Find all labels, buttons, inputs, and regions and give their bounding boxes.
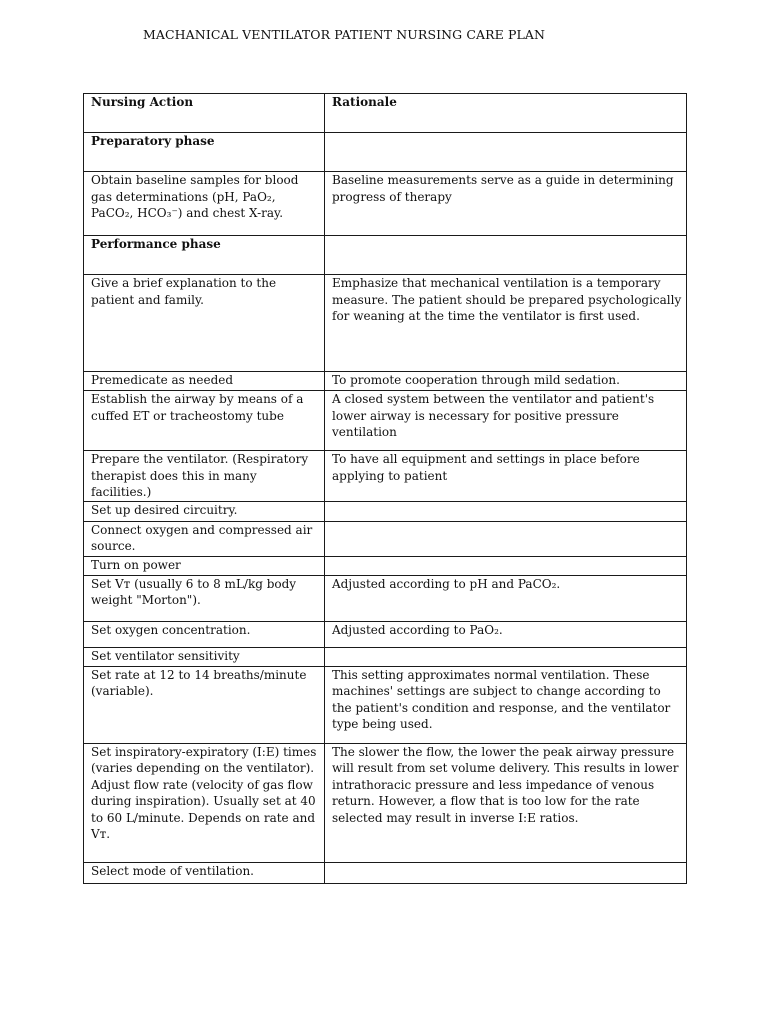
rationale-cell: To have all equipment and settings in place before applying to patient bbox=[325, 451, 687, 502]
document-title: MACHANICAL VENTILATOR PATIENT NURSING CARE PLAN bbox=[142, 27, 546, 42]
rationale-cell bbox=[325, 501, 687, 521]
table-row bbox=[84, 521, 687, 556]
table-row bbox=[84, 172, 687, 236]
table-row bbox=[84, 275, 687, 372]
action-cell: Select mode of ventilation. bbox=[84, 862, 325, 883]
care-plan-table bbox=[83, 93, 687, 884]
header-cell-nursing-action: Nursing Action bbox=[84, 94, 325, 133]
table-row bbox=[84, 743, 687, 862]
action-cell: Set Vᴛ (usually 6 to 8 mL/kg body weight "Morton"). bbox=[84, 575, 325, 621]
rationale-cell: To promote cooperation through mild sedation. bbox=[325, 372, 687, 391]
table-row bbox=[84, 236, 687, 275]
rationale-cell bbox=[325, 647, 687, 666]
rationale-cell bbox=[325, 521, 687, 556]
table-row bbox=[84, 575, 687, 621]
action-cell: Obtain baseline samples for blood gas determinations (pH, PaO₂, PaCO₂, HCO₃⁻) and chest X-ray. bbox=[84, 172, 325, 236]
action-cell: Performance phase bbox=[84, 236, 325, 275]
action-cell: Set oxygen concentration. bbox=[84, 621, 325, 647]
action-cell: Set ventilator sensitivity bbox=[84, 647, 325, 666]
table-row bbox=[84, 647, 687, 666]
action-cell: Establish the airway by means of a cuffed ET or tracheostomy tube bbox=[84, 391, 325, 451]
action-cell: Set inspiratory-expiratory (I:E) times (varies depending on the ventilator). Adjust flow rate (velocity of gas flow during inspiration). Usually set at 40 to 60 L/minute. Depends on rate and Vᴛ. bbox=[84, 743, 325, 862]
action-cell: Connect oxygen and compressed air source. bbox=[84, 521, 325, 556]
rationale-cell bbox=[325, 862, 687, 883]
rationale-cell: Adjusted according to PaO₂. bbox=[325, 621, 687, 647]
rationale-cell: Baseline measurements serve as a guide in determining progress of therapy bbox=[325, 172, 687, 236]
rationale-cell bbox=[325, 556, 687, 575]
rationale-cell: This setting approximates normal ventilation. These machines' settings are subject to change according to the patient's condition and response, and the ventilator type being used. bbox=[325, 666, 687, 743]
action-cell: Set rate at 12 to 14 breaths/minute (variable). bbox=[84, 666, 325, 743]
table-row bbox=[84, 133, 687, 172]
action-cell: Premedicate as needed bbox=[84, 372, 325, 391]
table-row bbox=[84, 621, 687, 647]
rationale-cell: Adjusted according to pH and PaCO₂. bbox=[325, 575, 687, 621]
action-cell: Set up desired circuitry. bbox=[84, 501, 325, 521]
action-cell: Prepare the ventilator. (Respiratory therapist does this in many facilities.) bbox=[84, 451, 325, 502]
table-row bbox=[84, 556, 687, 575]
table-header-row bbox=[84, 94, 687, 133]
action-cell: Preparatory phase bbox=[84, 133, 325, 172]
rationale-cell bbox=[325, 236, 687, 275]
rationale-cell: Emphasize that mechanical ventilation is a temporary measure. The patient should be prepared psychologically for weaning at the time the ventilator is first used. bbox=[325, 275, 687, 372]
table-row bbox=[84, 372, 687, 391]
table-row bbox=[84, 451, 687, 502]
action-cell: Turn on power bbox=[84, 556, 325, 575]
table-row bbox=[84, 666, 687, 743]
rationale-cell: A closed system between the ventilator and patient's lower airway is necessary for positive pressure ventilation bbox=[325, 391, 687, 451]
rationale-cell bbox=[325, 133, 687, 172]
table-row bbox=[84, 501, 687, 521]
rationale-cell: The slower the flow, the lower the peak airway pressure will result from set volume delivery. This results in lower intrathoracic pressure and less impedance of venous return. However, a flow that is too low for the rate selected may result in inverse I:E ratios. bbox=[325, 743, 687, 862]
table-row bbox=[84, 391, 687, 451]
table-row bbox=[84, 862, 687, 883]
action-cell: Give a brief explanation to the patient and family. bbox=[84, 275, 325, 372]
header-cell-rationale: Rationale bbox=[325, 94, 687, 133]
